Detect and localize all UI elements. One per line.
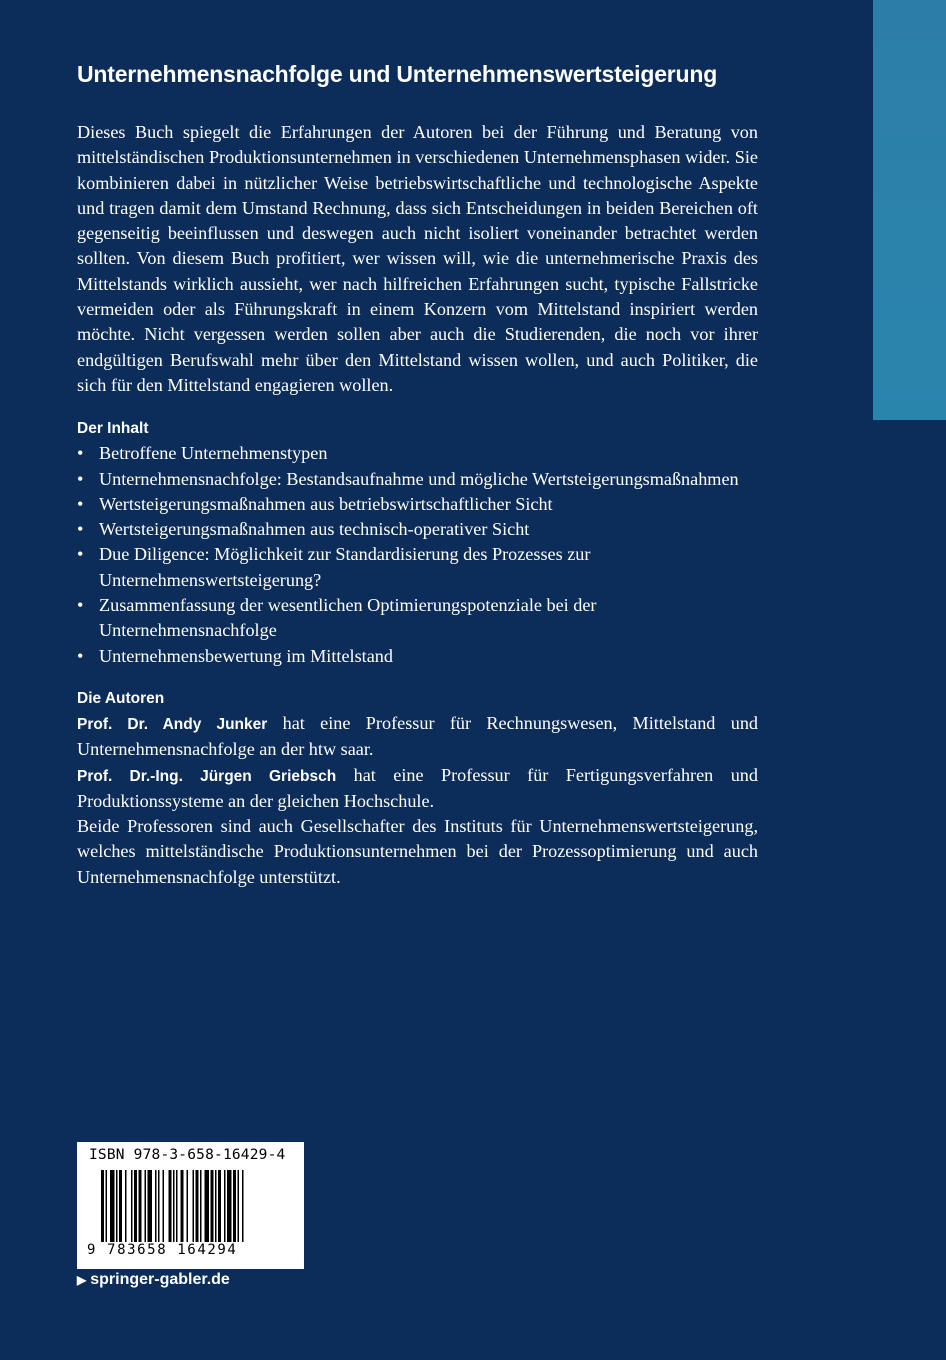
website-link[interactable] (77, 1271, 230, 1289)
list-item: • Wertsteigerungsmaßnahmen aus technisch-operativer Sicht (77, 517, 758, 542)
back-cover-content (77, 58, 758, 890)
list-item: • Wertsteigerungsmaßnahmen aus betriebswirtschaftlicher Sicht (77, 492, 758, 517)
authors-heading: Die Autoren (77, 689, 165, 707)
list-item: • Unternehmensbewertung im Mittelstand (77, 644, 758, 669)
arrow-icon: ▶ (77, 1273, 87, 1287)
isbn-barcode (77, 1142, 304, 1269)
author-name: Prof. Dr.-Ing. Jürgen Griebsch (77, 767, 337, 785)
author-description: hat eine Professur für Fertigungsverfahren und Produktionssysteme an der gleichen Hochschule. (77, 764, 758, 811)
isbn-label: ISBN 978-3-658-16429-4 (89, 1147, 286, 1163)
page-title: Unternehmensnachfolge und Unternehmenswertsteigerung (77, 61, 718, 87)
list-item: • Due Diligence: Möglichkeit zur Standardisierung des Prozesses zur Unternehmenswertsteigerung? (77, 542, 758, 593)
author-name: Prof. Dr. Andy Junker (77, 715, 268, 733)
website-label: springer-gabler.de (90, 1271, 230, 1288)
barcode-digits: 9 783658 164294 (87, 1242, 238, 1258)
list-item: • Betroffene Unternehmenstypen (77, 441, 758, 466)
list-item: • Unternehmensnachfolge: Bestandsaufnahme und mögliche Wertsteigerungsmaßnahmen (77, 467, 758, 492)
list-item: • Zusammenfassung der wesentlichen Optimierungspotenziale bei der Unternehmensnachfolge (77, 593, 758, 644)
author-bio-griebsch (77, 763, 758, 815)
author-bio-junker (77, 711, 758, 763)
intro-paragraph: Dieses Buch spiegelt die Erfahrungen der Autoren bei der Führung und Beratung von mittelständischen Produktionsunternehmen in verschiedenen Unternehmensphasen wider. Sie kombinieren dabei in nützlicher Weise betriebswirtschaftliche und technologische Aspekte und tragen damit dem Umstand Rechnung, dass sich Entscheidungen in beiden Bereichen oft gegenseitig beeinflussen und deswegen auch nicht isoliert voneinander betrachtet werden sollten. Von diesem Buch profitiert, wer wissen will, wie die unternehmerische Praxis des Mittelstands wirklich aussieht, wer nach hilfreichen Erfahrungen sucht, typische Fallstricke vermeiden oder als Führungskraft in einem Konzern vom Mittelstand inspiriert werden möchte. Nicht vergessen werden sollen aber auch die Studierenden, die noch vor ihrer endgültigen Berufswahl mehr über den Mittelstand wissen wollen, und auch Politiker, die sich für den Mittelstand engagieren wollen. (77, 122, 758, 395)
contents-heading: Der Inhalt (77, 420, 149, 438)
author-description: hat eine Professur für Rechnungswesen, Mittelstand und Unternehmensnachfolge an der htw saar. (77, 712, 759, 760)
contents-list (77, 441, 758, 669)
authors-closing: Beide Professoren sind auch Gesellschafter des Instituts für Unternehmenswertsteigerung, welches mittelständische Produktionsunternehmen bei der Prozessoptimierung und auch Unternehmensnachfolge unterstützt. (77, 816, 758, 887)
accent-bar (873, 0, 946, 420)
barcode-icon (101, 1170, 291, 1242)
